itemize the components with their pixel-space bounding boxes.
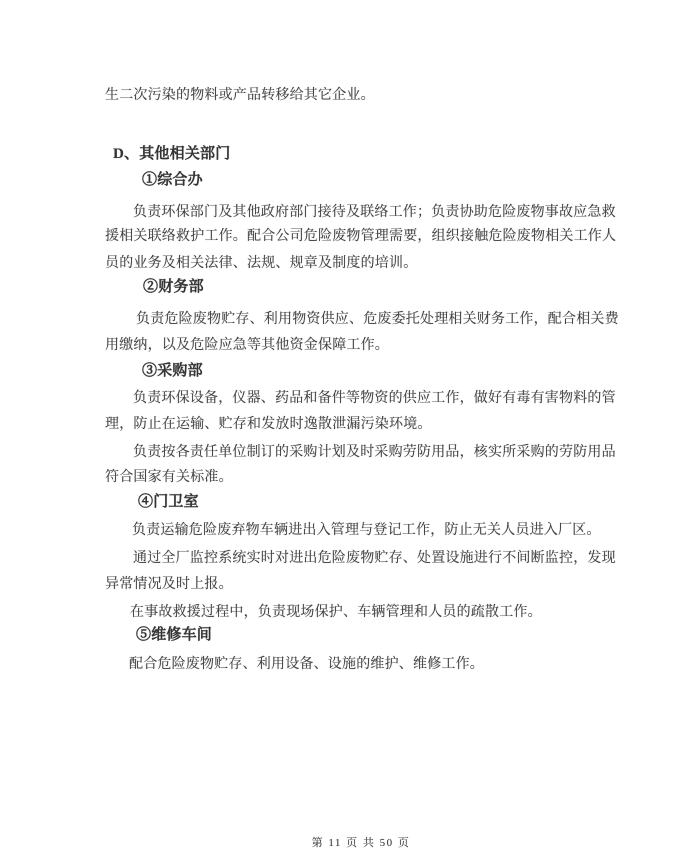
paragraph-line: 负责运输危险废弃物车辆进出入管理与登记工作，防止无关人员进入厂区。 xyxy=(132,523,601,538)
paragraph-line: 负责危险废物贮存、利用物资供应、危废委托处理相关财务工作，配合相关费 xyxy=(136,312,619,327)
paragraph-line: 符合国家有关标准。 xyxy=(105,470,233,485)
paragraph-line: 负责环保部门及其他政府部门接待及联络工作；负责协助危险废物事故应急救 xyxy=(133,205,616,220)
paragraph-line: 理，防止在运输、贮存和发放时逸散泄漏污染环境。 xyxy=(105,417,432,432)
paragraph-line: 负责环保设备，仪器、药品和备件等物资的供应工作，做好有毒有害物料的管 xyxy=(133,391,616,406)
heading-gatehouse: ④门卫室 xyxy=(138,494,199,510)
paragraph-line: 负责按各责任单位制订的采购计划及时采购劳防用品，核实所采购的劳防用品 xyxy=(133,445,616,460)
heading-other-departments: D、其他相关部门 xyxy=(113,146,231,162)
paragraph-line: 员的业务及相关法律、法规、规章及制度的培训。 xyxy=(105,256,418,271)
paragraph-line: 援相关联络救护工作。配合公司危险废物管理需要，组织接触危险废物相关工作人 xyxy=(105,229,617,244)
paragraph-line: 异常情况及时上报。 xyxy=(105,577,233,592)
page-number: 第 11 页 共 50 页 xyxy=(311,837,411,849)
heading-finance-dept: ②财务部 xyxy=(143,279,204,295)
paragraph-line: 配合危险废物贮存、利用设备、设施的维护、维修工作。 xyxy=(129,657,484,672)
paragraph-line: 生二次污染的物料或产品转移给其它企业。 xyxy=(105,88,375,103)
heading-maintenance-workshop: ⑤维修车间 xyxy=(136,627,213,643)
paragraph-line: 通过全厂监控系统实时对进出危险废物贮存、处置设施进行不间断监控，发现 xyxy=(133,551,616,566)
heading-general-office: ①综合办 xyxy=(142,172,203,188)
paragraph-line: 在事故救援过程中，负责现场保护、车辆管理和人员的疏散工作。 xyxy=(130,605,542,620)
heading-purchasing-dept: ③采购部 xyxy=(142,363,203,379)
paragraph-line: 用缴纳，以及危险应急等其他资金保障工作。 xyxy=(105,338,389,353)
